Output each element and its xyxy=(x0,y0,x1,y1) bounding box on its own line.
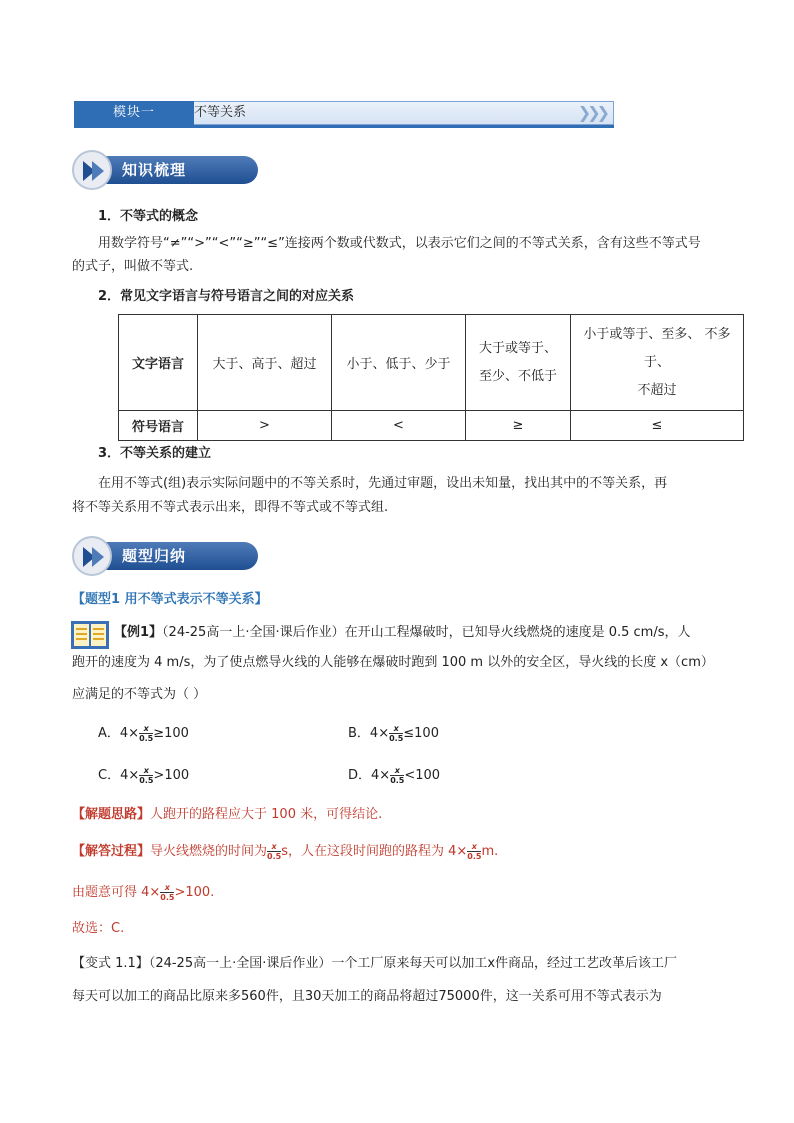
table-row xyxy=(119,411,744,441)
solution-deduce: 由题意可得 4× $\frac{x}{0.5}$ >100. xyxy=(72,883,215,902)
paragraph-1-line1: 用数学符号“≠”“>”“<”“≥”“≤”连接两个数或代数式，以表示它们之间的不等式关系，含有这些不等式号 xyxy=(98,236,701,251)
table-cell: 小于、低于、少于 xyxy=(332,315,466,411)
option-d[interactable]: D．4× $\frac{x}{0.5}$ <100 xyxy=(348,766,441,785)
table-cell: < xyxy=(332,411,466,441)
module-tag: 模块一 xyxy=(74,101,194,125)
example-line2: 跑开的速度为 4 m/s，为了使点燃导火线的人能够在爆破时跑到 100 m 以外的安全区，导火线的长度 x（cm） xyxy=(72,655,714,670)
section-title-knowledge: 知识梳理 xyxy=(122,161,187,179)
table-header-words: 文字语言 xyxy=(119,315,198,411)
table-cell: 大于、高于、超过 xyxy=(198,315,332,411)
play-arrow-icon xyxy=(72,536,112,576)
paragraph-3-line2: 将不等关系用不等式表示出来，即得不等式或不等式组. xyxy=(72,500,389,515)
heading-1: 1．不等式的概念 xyxy=(98,209,199,224)
fraction: $\frac{x}{0.5}$ xyxy=(139,766,154,785)
module-underline xyxy=(74,125,614,128)
fraction: $\frac{x}{0.5}$ xyxy=(467,842,482,861)
fraction: $\frac{x}{0.5}$ xyxy=(139,724,154,743)
example-tag: 【例1】 xyxy=(114,625,163,640)
module-title-box xyxy=(186,101,614,125)
table-cell: ≤ xyxy=(571,411,744,441)
section-title-types: 题型归纳 xyxy=(122,547,187,565)
variant-line1: 【变式 1.1】（24-25高一上·全国·课后作业）一个工厂原来每天可以加工x件商品，经过工艺改革后该工厂 xyxy=(72,956,678,971)
question-type-label: 【题型1 用不等式表示不等关系】 xyxy=(72,592,268,607)
table-header-symbols: 符号语言 xyxy=(119,411,198,441)
variant-line2: 每天可以加工的商品比原来多560件，且30天加工的商品将超过75000件，这一关系可用不等式表示为 xyxy=(72,989,662,1004)
double-chevron-right-icon: ❯❯❯ xyxy=(577,103,606,122)
paragraph-3-line1: 在用不等式(组)表示实际问题中的不等关系时，先通过审题，设出未知量，找出其中的不等关系，再 xyxy=(98,476,668,491)
solution-process: 【解答过程】导火线燃烧的时间为 $\frac{x}{0.5}$ s，人在这段时间跑的路程为 4× $\frac{x}{0.5}$ m. xyxy=(72,842,499,861)
table-cell: ≥ xyxy=(466,411,571,441)
option-a[interactable]: A．4× $\frac{x}{0.5}$ ≥100 xyxy=(98,724,189,743)
option-b[interactable]: B．4× $\frac{x}{0.5}$ ≤100 xyxy=(348,724,439,743)
example-line1: 【例1】（24-25高一上·全国·课后作业）在开山工程爆破时，已知导火线燃烧的速度是 0.5 cm/s，人 xyxy=(114,625,691,640)
table-cell: 大于或等于、 至少、不低于 xyxy=(466,315,571,411)
paragraph-1-line2: 的式子，叫做不等式. xyxy=(72,259,194,274)
section-header-types xyxy=(72,536,262,576)
fraction: $\frac{x}{0.5}$ xyxy=(267,842,282,861)
heading-3: 3．不等关系的建立 xyxy=(98,446,212,461)
fraction: $\frac{x}{0.5}$ xyxy=(160,883,175,902)
solution-answer: 故选：C. xyxy=(72,921,125,936)
module-header xyxy=(74,101,614,126)
solution-idea: 【解题思路】人跑开的路程应大于 100 米，可得结论. xyxy=(72,807,383,822)
relation-table xyxy=(118,314,744,441)
fraction: $\frac{x}{0.5}$ xyxy=(390,766,405,785)
book-icon xyxy=(70,619,110,651)
play-arrow-icon xyxy=(72,150,112,190)
table-cell: > xyxy=(198,411,332,441)
example-line3: 应满足的不等式为（ ） xyxy=(72,687,207,702)
heading-2: 2．常见文字语言与符号语言之间的对应关系 xyxy=(98,289,355,304)
module-title: 不等关系 xyxy=(194,105,247,120)
fraction: $\frac{x}{0.5}$ xyxy=(389,724,404,743)
option-c[interactable]: C．4× $\frac{x}{0.5}$ >100 xyxy=(98,766,190,785)
table-row xyxy=(119,315,744,411)
section-header-knowledge xyxy=(72,150,262,190)
table-cell: 小于或等于、至多、 不多 于、 不超过 xyxy=(571,315,744,411)
variant-tag: 【变式 1.1】 xyxy=(72,956,149,971)
